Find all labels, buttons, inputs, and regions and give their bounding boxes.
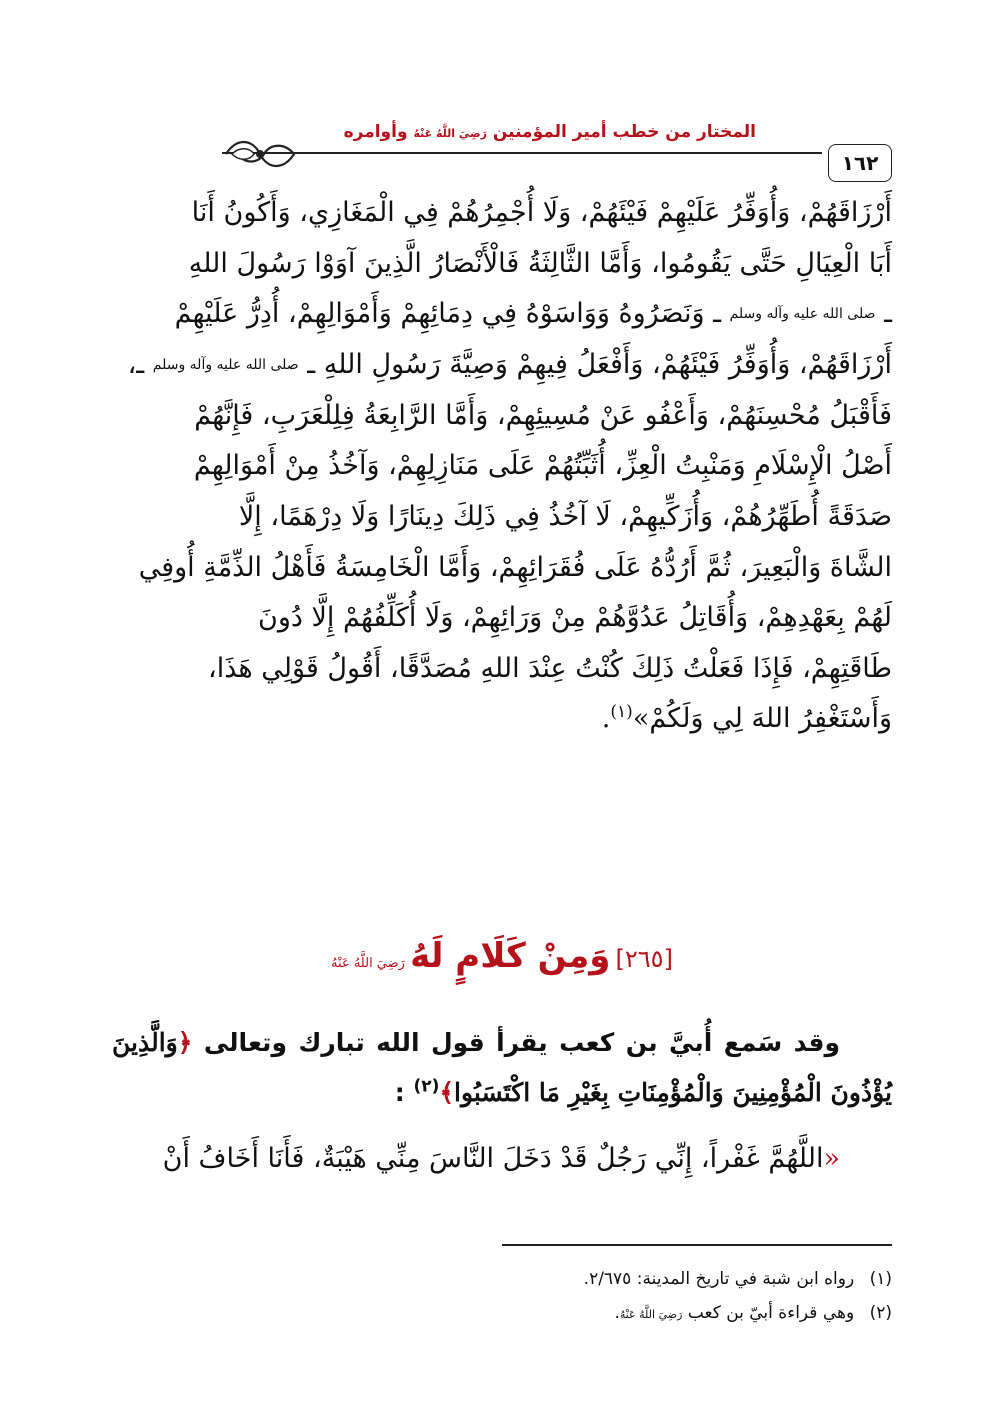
period: .	[601, 703, 611, 735]
body-line	[112, 289, 892, 340]
body-line: طَاقَتِهِمْ، فَإِذَا فَعَلْتُ ذَلِكَ كُنْتُ عِنْدَ اللهِ مُصَدَّقًا، أَقُولُ قَوْلِي هَذَا،	[208, 652, 892, 684]
body-line: أَرْزَاقَهُمْ، وَأُوَفِّرُ عَلَيْهِمْ فَيْئَهُمْ، وَلَا أُجْمِرُهُمْ فِي الْمَغَازِي، وَأَكُونُ أَنَا	[191, 197, 892, 228]
salawat-glyph: صلى الله عليه وآله وسلم	[152, 357, 299, 374]
running-title-text: المختار من خطب أمير المؤمنين	[492, 122, 756, 142]
quran-close-bracket: ﴾	[439, 1078, 455, 1107]
footnote-number: (١)	[869, 1269, 892, 1289]
footnote-number: (٢)	[869, 1303, 892, 1323]
intro-paragraph	[112, 1018, 892, 1118]
footnote-ref-2[interactable]: (٢)	[413, 1076, 440, 1097]
header-rule	[222, 152, 822, 154]
footnote-ref-1[interactable]: (١)	[610, 702, 633, 723]
footnote-honor: رَضِيَ اللَّهُ عَنْهُ	[619, 1308, 683, 1321]
running-title	[344, 122, 756, 142]
quran-verse: وَالَّذِينَ يُؤْذُونَ الْمُؤْمِنِينَ وَالْمُؤْمِنَاتِ بِغَيْرِ مَا اكْتَسَبُوا	[112, 1028, 892, 1107]
running-title-honor: رَضِيَ اللَّهُ عَنْهُ	[413, 127, 487, 140]
footnote-text: رواه ابن شبة في تاريخ المدينة: ٢/٦٧٥.	[583, 1269, 855, 1289]
quran-open-bracket: ﴿	[177, 1028, 193, 1057]
body-line	[112, 694, 892, 745]
body-line: لَهُمْ بِعَهْدِهِمْ، وَأُقَاتِلُ عَدُوَّهُمْ مِنْ وَرَائِهِمْ، وَلَا أُكَلِّفُهُمْ إِلَّا دُونَ	[258, 602, 892, 634]
quote-text: اللَّهُمَّ غَفْراً، إِنِّي رَجُلٌ قَدْ دَخَلَ النَّاسَ مِنِّي هَيْبَةٌ، فَأَنَا أَخَافُ أَنْ	[162, 1143, 824, 1174]
header-ornament-icon	[222, 134, 298, 174]
section-number: [٢٦٥]	[615, 945, 673, 973]
section-title: وَمِنْ كَلَامٍ لَهُ	[410, 936, 611, 976]
body-line-text: وَأَسْتَغْفِرُ اللهَ لِي وَلَكُمْ»	[632, 703, 892, 735]
body-line: صَدَقَةً أُطَهِّرُهُمْ، وَأُزَكِّيهِمْ، لَا آخُذُ فِي ذَلِكَ دِينَارًا وَلَا دِرْهَمًا، إِلَّا	[238, 500, 892, 532]
section-honor: رَضِيَ اللَّهُ عَنْهُ	[331, 956, 405, 971]
dash: ـ	[884, 298, 892, 330]
section-heading	[112, 936, 892, 976]
page-number: ١٦٢	[828, 144, 892, 182]
body-text	[112, 188, 892, 745]
footnote-1	[112, 1262, 892, 1296]
colon: :	[394, 1078, 405, 1107]
body-line-text: ـ وَنَصَرُوهُ وَوَاسَوْهُ فِي دِمَائِهِمْ وَأَمْوَالِهِمْ، أُدِرُّ عَلَيْهِمْ	[174, 298, 722, 330]
period: .	[614, 1303, 620, 1323]
body-line: الشَّاةَ وَالْبَعِيرَ، ثُمَّ أَرُدُّهُ عَلَى فُقَرَائِهِمْ، وَأَمَّا الْخَامِسَةُ فَأَهْلُ الذِّمَّةِ أُوفِي	[138, 551, 892, 583]
footnotes	[112, 1262, 892, 1332]
body-line-text: أَرْزَاقَهُمْ، وَأُوَفِّرُ فَيْئَهُمْ، وَأَفْعَلُ فِيهِمْ وَصِيَّةَ رَسُولِ اللهِ ـ	[307, 348, 892, 380]
dash: ـ،	[127, 348, 145, 380]
open-guillemet: «	[823, 1143, 840, 1174]
footnote-2	[112, 1296, 892, 1332]
body-line	[112, 340, 892, 391]
body-line: أَبَا الْعِيَالِ حَتَّى يَقُومُوا، وَأَمَّا الثَّالِثَةُ فَالْأَنْصَارُ الَّذِينَ آوَوْا رَسُولَ اللهِ	[188, 247, 892, 279]
footnote-separator	[502, 1244, 892, 1246]
body-line: فَأَقْبَلُ مُحْسِنَهُمْ، وَأَعْفُو عَنْ مُسِيئِهِمْ، وَأَمَّا الرَّابِعَةُ فِلِلْعَرَبِ، فَإِنَّهُمْ	[194, 399, 892, 431]
page-header	[112, 112, 892, 186]
intro-text: وقد سَمع أُبيَّ بن كعب يقرأ قول الله تبارك وتعالى	[203, 1028, 840, 1057]
salawat-glyph: صلى الله عليه وآله وسلم	[729, 306, 876, 323]
footnote-text: وهي قراءة أبيّ بن كعب	[687, 1303, 855, 1323]
body-line: أَصْلُ الْإِسْلَامِ وَمَنْبِتُ الْعِزِّ، أُثَبِّتُهُمْ عَلَى مَنَازِلِهِمْ، وَآخُذُ مِنْ أَمْوَالِهِمْ	[193, 450, 892, 482]
quote-paragraph	[112, 1134, 892, 1184]
running-title-tail: وأوامره	[343, 122, 408, 142]
